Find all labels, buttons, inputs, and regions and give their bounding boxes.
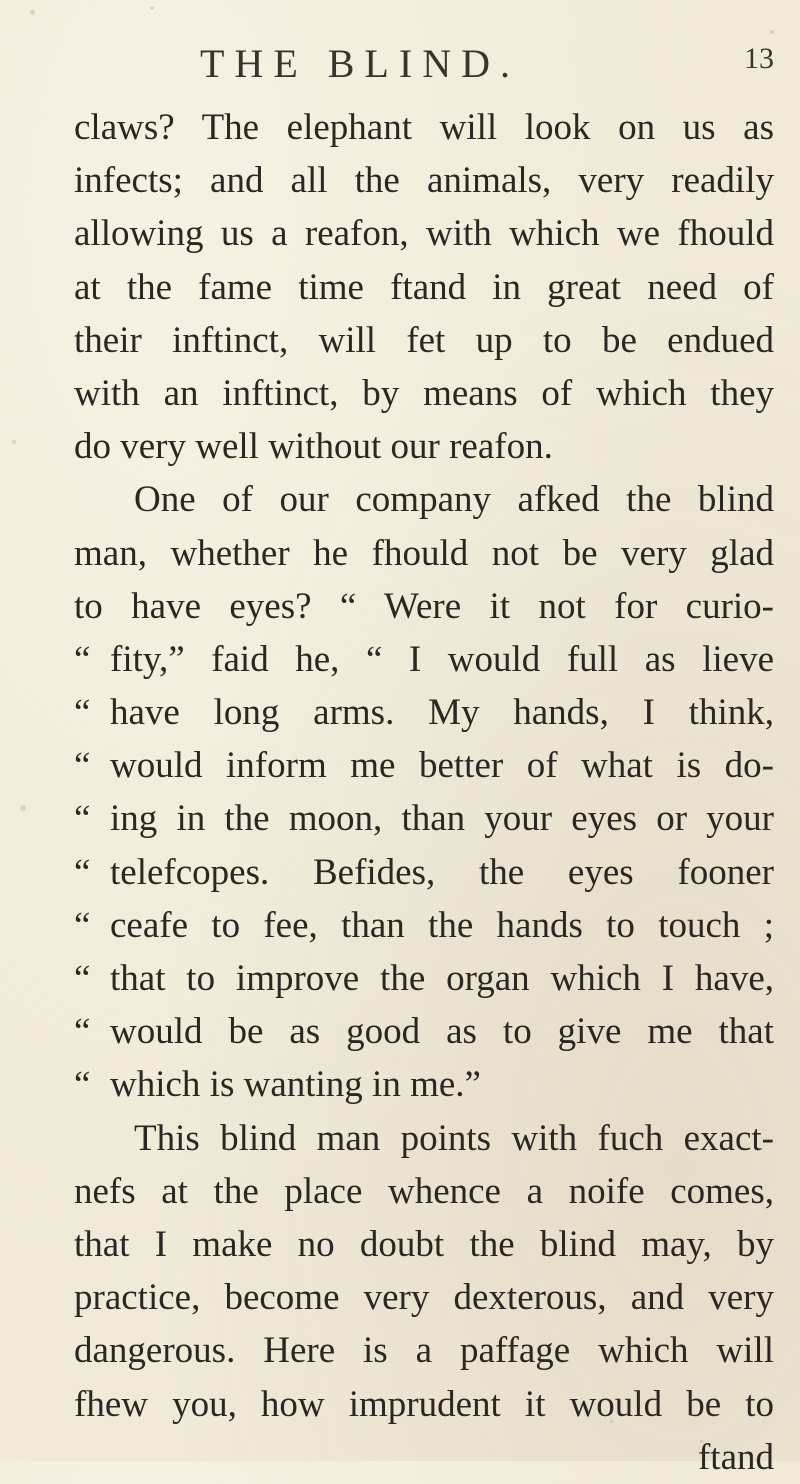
page-number: 13 xyxy=(744,42,774,75)
text-line: ing in the moon, than your eyes or your xyxy=(110,798,774,840)
text-line: ceafe to fee, than the hands to touch ; xyxy=(110,904,774,946)
foxing-spot xyxy=(30,10,35,15)
quote-mark: “ xyxy=(74,851,91,893)
catchword: ftand xyxy=(697,1436,774,1478)
quoted-line xyxy=(74,952,774,1005)
running-head xyxy=(0,40,800,90)
quote-mark: “ xyxy=(74,904,91,946)
quote-mark: “ xyxy=(74,798,91,840)
foxing-spot xyxy=(150,6,154,10)
text-line: their inftinct, will fet up to be endued xyxy=(74,319,774,361)
text-line: to have eyes? “ Were it not for curio- xyxy=(74,585,774,627)
quote-mark: “ xyxy=(74,958,91,999)
text-line: which is wanting in me.” xyxy=(110,1064,481,1106)
text-line: nefs at the place whence a noife comes, xyxy=(74,1170,774,1212)
quote-mark: “ xyxy=(74,1064,91,1106)
text-line: have long arms. My hands, I think, xyxy=(110,692,774,734)
running-title: THE BLIND. xyxy=(200,41,520,86)
quoted-line xyxy=(74,633,774,686)
quoted-line xyxy=(74,1005,774,1058)
body-text xyxy=(74,101,774,1484)
text-line: dangerous. Here is a paffage which will xyxy=(74,1330,774,1372)
quoted-line xyxy=(74,899,774,952)
text-line: would be as good as to give me that xyxy=(110,1011,774,1053)
text-line: that to improve the organ which I have, xyxy=(110,958,774,999)
text-line: telefcopes. Befides, the eyes fooner xyxy=(110,851,774,893)
text-line: man, whether he fhould not be very glad xyxy=(74,532,774,574)
quoted-line xyxy=(74,792,774,845)
text-line: claws? The elephant will look on us as xyxy=(74,107,774,148)
text-line: at the fame time ftand in great need of xyxy=(74,266,774,308)
text-line: with an inftinct, by means of which they xyxy=(74,372,774,414)
text-line: do very well without our reafon. xyxy=(74,426,553,468)
quote-mark: “ xyxy=(74,692,91,734)
foxing-spot xyxy=(770,30,774,34)
text-line: allowing us a reafon, with which we fhould xyxy=(74,213,774,255)
quoted-line xyxy=(74,846,774,899)
quote-mark: “ xyxy=(74,638,91,680)
quoted-line xyxy=(74,686,774,739)
text-line: would inform me better of what is do- xyxy=(110,745,774,787)
text-line: fity,” faid he, “ I would full as lieve xyxy=(110,638,774,680)
quote-mark: “ xyxy=(74,1011,91,1053)
foxing-spot xyxy=(20,805,26,811)
text-line: practice, become very dexterous, and very xyxy=(74,1277,774,1319)
paragraph-start-line: One of our company afked the blind xyxy=(134,479,774,521)
quoted-line xyxy=(74,739,774,792)
text-line: infects; and all the animals, very readily xyxy=(74,160,774,202)
text-line: that I make no doubt the blind may, by xyxy=(74,1223,774,1265)
paragraph-start-line: This blind man points with fuch exact- xyxy=(134,1117,774,1159)
foxing-spot xyxy=(12,440,16,444)
quote-mark: “ xyxy=(74,745,91,787)
text-line: fhew you, how imprudent it would be to xyxy=(74,1383,774,1425)
quoted-line xyxy=(74,1058,774,1111)
